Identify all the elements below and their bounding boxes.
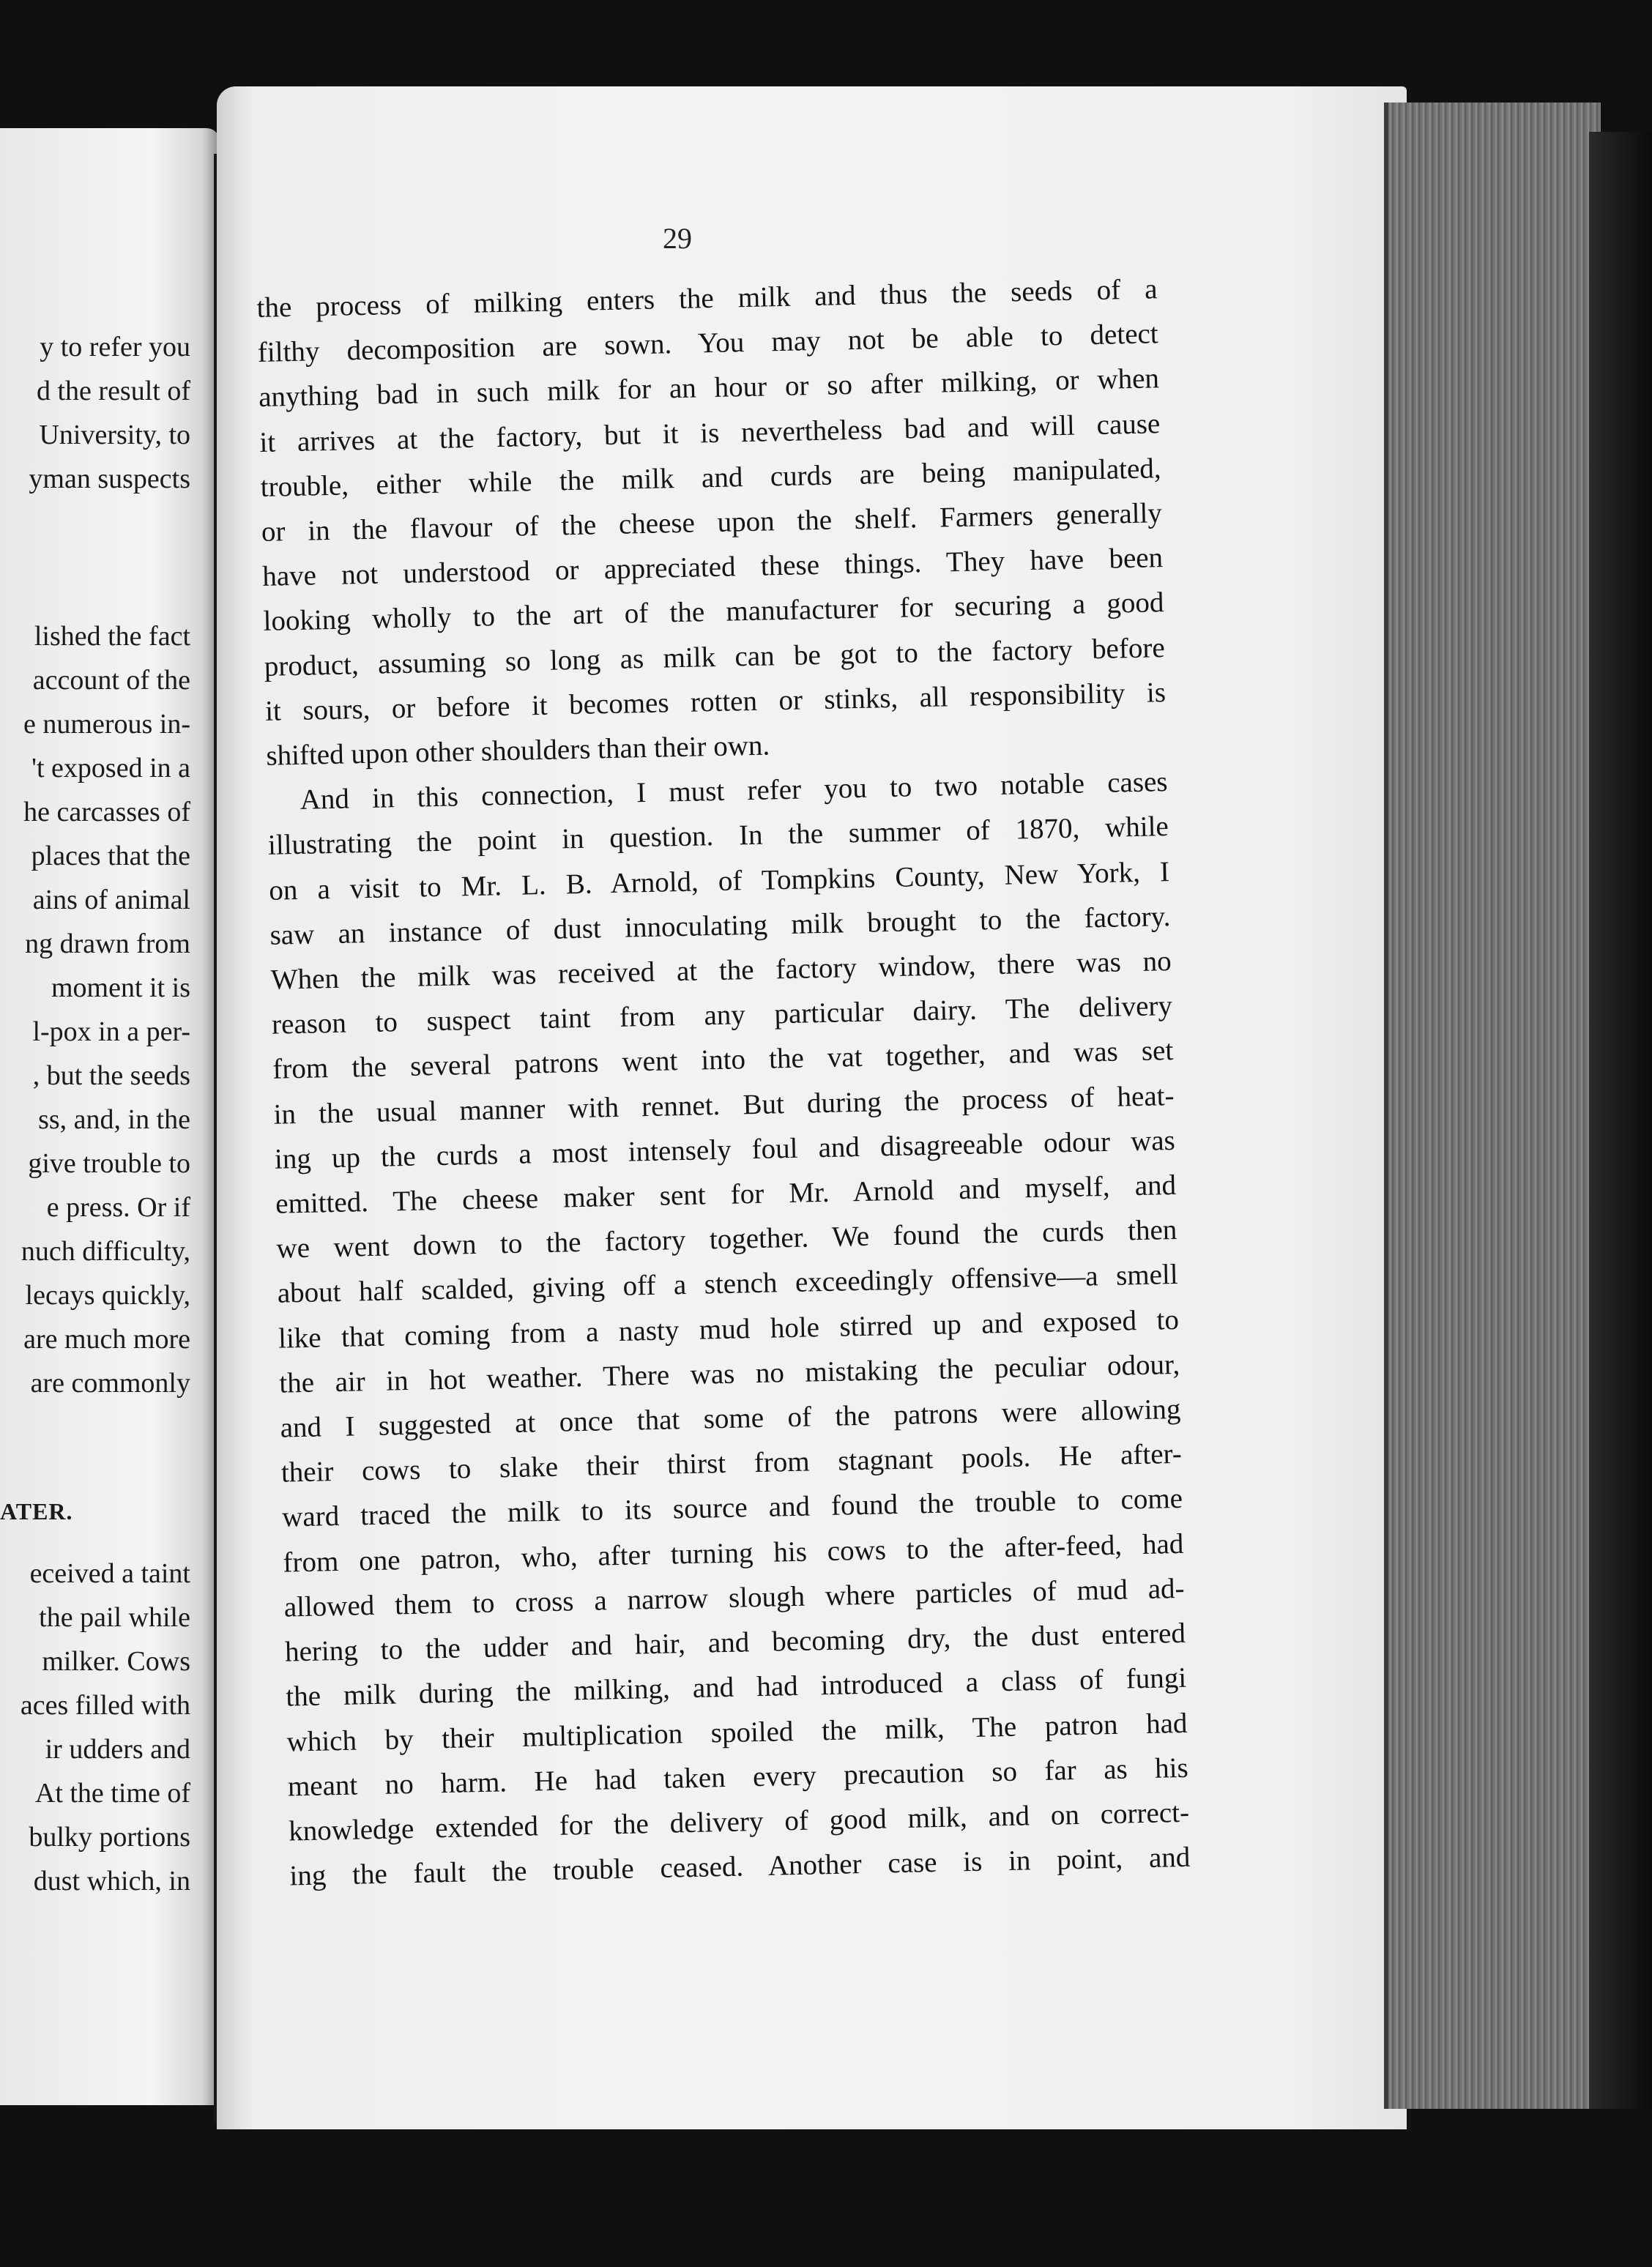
left-text-fragment: ir udders and [45,1734,190,1765]
text-line: ing up the curds a most intensely foul and disagreeable odour was [274,1124,1176,1175]
left-text-fragment: milker. Cows [42,1646,190,1677]
body-text [256,267,1191,1899]
left-text-fragment: are much more [23,1324,190,1355]
text-line: and I suggested at once that some of the patrons were allowing [280,1393,1181,1444]
left-text-fragment: ng drawn from [25,928,190,959]
text-line: it sours, or before it becomes rotten or stinks, all responsibility is [264,676,1167,727]
left-text-fragment: yman suspects [29,464,190,494]
left-page [0,128,220,2105]
left-text-fragment: e press. Or if [46,1192,190,1223]
left-text-fragment: 't exposed in a [31,753,190,783]
page-number: 29 [663,222,692,255]
left-text-fragment: nuch difficulty, [21,1236,190,1267]
text-line: their cows to slake their thirst from stagnant pools. He after- [280,1438,1183,1489]
left-text-fragment: the pail while [39,1602,190,1633]
left-text-fragment: are commonly [30,1368,190,1399]
text-line: emitted. The cheese maker sent for Mr. Arnold and myself, and [275,1169,1177,1220]
text-line: saw an instance of dust innoculating milk brought to the factory. [269,900,1171,951]
text-line: about half scalded, giving off a stench exceedingly offensive—a smell [277,1259,1179,1310]
text-line: knowledge extended for the delivery of good milk, and on correct- [288,1796,1190,1847]
text-line: meant no harm. He had taken every precaution so far as his [287,1752,1189,1803]
left-text-fragment: lecays quickly, [25,1280,190,1311]
page-block-edge [1384,103,1601,2109]
text-line: looking wholly to the art of the manufacturer for securing a good [263,587,1164,638]
text-line: from the several patrons went into the vat together, and was set [272,1035,1174,1086]
left-text-fragment: account of the [32,665,190,696]
left-text-fragment: University, to [39,420,190,450]
text-line: product, assuming so long as milk can be got to the factory before [264,631,1166,682]
left-text-fragment: moment it is [51,972,190,1003]
left-text-fragment: l-pox in a per- [32,1016,190,1047]
text-line: hering to the udder and hair, and becoming dry, the dust entered [284,1617,1186,1668]
left-text-fragment: places that the [31,841,190,871]
left-text-fragment: give trouble to [28,1148,190,1179]
text-line: the process of milking enters the milk and thus the seeds of a [256,273,1158,324]
book-shadow [1589,132,1652,2109]
text-line: the air in hot weather. There was no mistaking the peculiar odour, [278,1348,1180,1399]
text-line: from one patron, who, after turning his cows to the after-feed, had [283,1527,1184,1579]
left-section-heading-fragment: ATER. [0,1498,73,1525]
text-line: reason to suspect taint from any particular dairy. The delivery [271,990,1173,1041]
left-text-fragment: aces filled with [20,1690,190,1721]
text-line: When the milk was received at the factory window, there was no [270,945,1172,996]
left-text-fragment: e numerous in- [23,709,190,740]
text-line: allowed them to cross a narrow slough where particles of mud ad- [283,1572,1185,1623]
left-text-fragment: , but the seeds [32,1060,190,1091]
left-text-fragment: ss, and, in the [38,1104,190,1135]
left-text-fragment: dust which, in [33,1866,190,1896]
left-text-fragment: ains of animal [32,885,190,915]
text-line: like that coming from a nasty mud hole stirred up and exposed to [278,1303,1180,1355]
left-text-fragment: he carcasses of [23,797,190,827]
text-line: or in the flavour of the cheese upon the shelf. Farmers generally [261,497,1163,548]
text-line: ward traced the milk to its source and found the trouble to come [281,1483,1183,1534]
left-text-fragment: y to refer you [40,332,190,362]
left-text-fragment: lished the fact [34,621,190,652]
text-line: anything bad in such milk for an hour or so after milking, or when [258,362,1160,414]
text-line: shifted upon other shoulders than their own. [266,729,770,772]
left-text-fragment: At the time of [34,1778,190,1809]
left-text-fragment: eceived a taint [29,1558,190,1589]
left-text-fragment: d the result of [36,376,190,406]
text-line: trouble, either while the milk and curds are being manipulated, [260,452,1161,503]
text-line: on a visit to Mr. L. B. Arnold, of Tompkins County, New York, I [268,855,1170,907]
text-line: it arrives at the factory, but it is nevertheless bad and will cause [259,407,1161,458]
text-line: we went down to the factory together. We found the curds then [276,1214,1177,1265]
text-line: the milk during the milking, and had introduced a class of fungi [285,1662,1187,1713]
text-line: which by their multiplication spoiled the milk, The patron had [286,1707,1188,1758]
text-line: have not understood or appreciated these things. They have been [261,542,1164,593]
text-line: in the usual manner with rennet. But during the process of heat- [273,1079,1175,1131]
text-line: And in this connection, I must refer you to two notable cases [299,766,1168,816]
text-line: ing the fault the trouble ceased. Another case is in point, and [289,1841,1191,1892]
text-line: illustrating the point in question. In the summer of 1870, while [267,811,1169,862]
text-line: filthy decomposition are sown. You may not be able to detect [257,318,1159,369]
left-text-fragment: bulky portions [29,1822,190,1853]
